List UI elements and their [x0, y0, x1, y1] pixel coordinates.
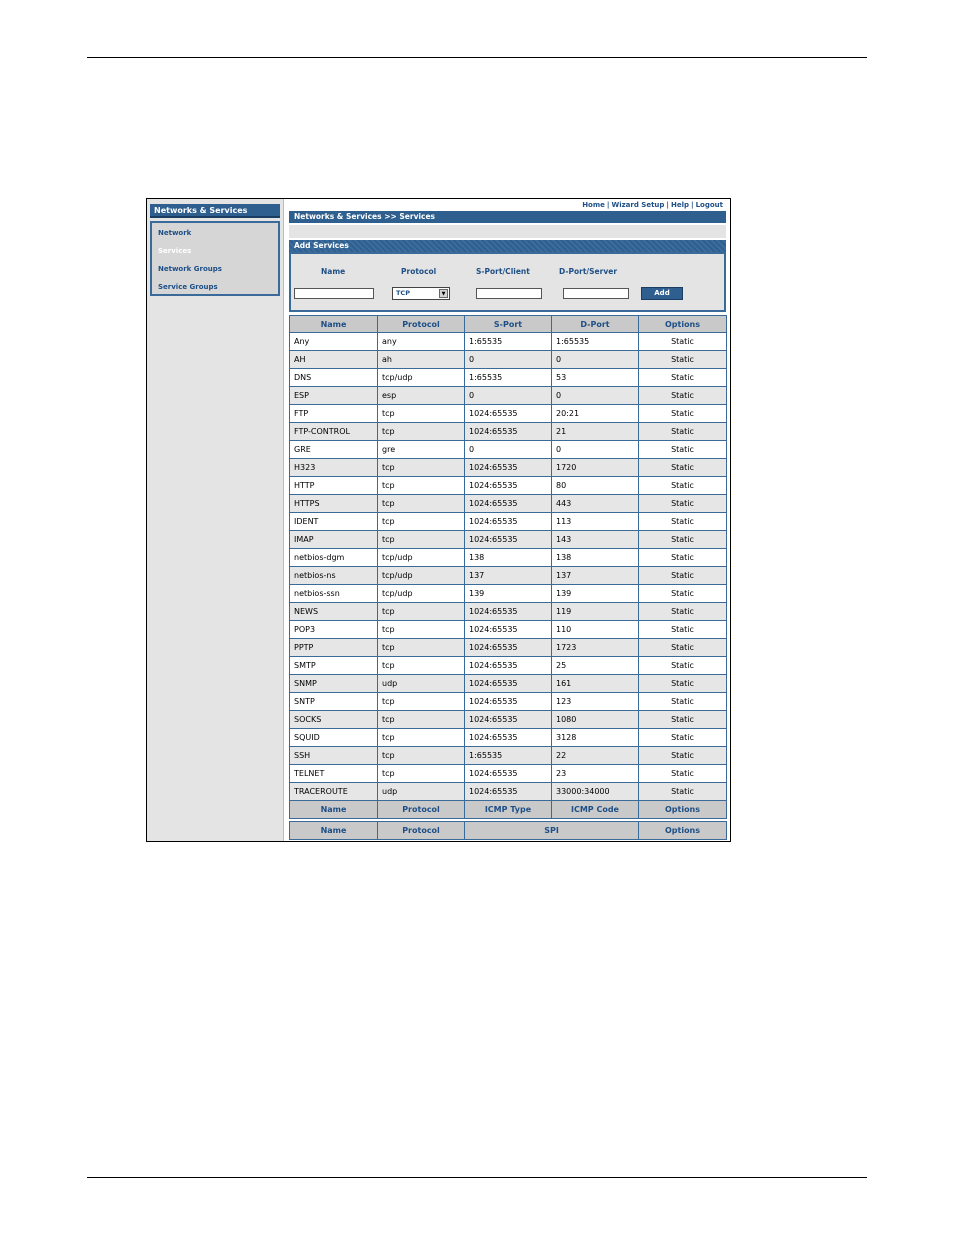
cell-protocol: tcp: [378, 603, 465, 621]
cell-sport: 1024:65535: [465, 783, 552, 801]
cell-sport: 1024:65535: [465, 423, 552, 441]
cell-protocol: tcp: [378, 657, 465, 675]
icmp-col-options: Options: [639, 801, 727, 819]
cell-options: Static: [639, 603, 727, 621]
chevron-down-icon[interactable]: ▼: [439, 289, 448, 298]
dport-server-label: D-Port/Server: [559, 267, 618, 276]
cell-dport: 0: [552, 351, 639, 369]
cell-options: Static: [639, 747, 727, 765]
cell-sport: 1024:65535: [465, 639, 552, 657]
cell-protocol: tcp: [378, 693, 465, 711]
cell-name: netbios-dgm: [290, 549, 378, 567]
cell-options: Static: [639, 369, 727, 387]
col-header-dport: D-Port: [552, 316, 639, 333]
cell-dport: 33000:34000: [552, 783, 639, 801]
table-row: [290, 423, 727, 441]
cell-name: GRE: [290, 441, 378, 459]
sidebar: [147, 199, 284, 841]
protocol-select[interactable]: [392, 287, 450, 300]
dport-server-input[interactable]: [563, 288, 629, 299]
protocol-select-value: TCP: [396, 289, 410, 297]
cell-protocol: tcp: [378, 729, 465, 747]
table-row: [290, 441, 727, 459]
cell-name: SQUID: [290, 729, 378, 747]
sidebar-menu: [150, 221, 280, 296]
cell-sport: 1:65535: [465, 369, 552, 387]
cell-name: SMTP: [290, 657, 378, 675]
cell-protocol: esp: [378, 387, 465, 405]
cell-name: FTP: [290, 405, 378, 423]
sidebar-item-service-groups[interactable]: Service Groups: [158, 283, 218, 291]
add-services-title: Add Services: [289, 240, 726, 252]
table-row: [290, 765, 727, 783]
table-row: [290, 675, 727, 693]
cell-sport: 0: [465, 387, 552, 405]
table-row: [290, 693, 727, 711]
page-top-rule: [87, 57, 867, 58]
cell-options: Static: [639, 675, 727, 693]
sidebar-item-network-groups[interactable]: Network Groups: [158, 265, 222, 273]
cell-protocol: tcp: [378, 747, 465, 765]
cell-options: Static: [639, 693, 727, 711]
cell-dport: 1:65535: [552, 333, 639, 351]
cell-protocol: tcp: [378, 495, 465, 513]
table-row: [290, 711, 727, 729]
table-row: [290, 639, 727, 657]
cell-dport: 143: [552, 531, 639, 549]
cell-name: netbios-ns: [290, 567, 378, 585]
top-links: Home | Wizard Setup | Help | Logout: [582, 201, 723, 209]
col-header-name: Name: [290, 316, 378, 333]
main-content: [288, 199, 728, 841]
cell-sport: 1024:65535: [465, 495, 552, 513]
table-row: [290, 549, 727, 567]
cell-protocol: tcp: [378, 405, 465, 423]
cell-name: POP3: [290, 621, 378, 639]
spi-col-options: Options: [639, 822, 727, 840]
cell-dport: 137: [552, 567, 639, 585]
cell-name: SNTP: [290, 693, 378, 711]
cell-dport: 1720: [552, 459, 639, 477]
cell-sport: 1024:65535: [465, 603, 552, 621]
cell-sport: 1024:65535: [465, 405, 552, 423]
help-link[interactable]: Help: [670, 201, 690, 209]
cell-options: Static: [639, 531, 727, 549]
spi-col-name: Name: [290, 822, 378, 840]
spi-col-protocol: Protocol: [378, 822, 465, 840]
cell-sport: 1024:65535: [465, 711, 552, 729]
cell-protocol: udp: [378, 675, 465, 693]
col-header-protocol: Protocol: [378, 316, 465, 333]
cell-name: SNMP: [290, 675, 378, 693]
icmp-col-protocol: Protocol: [378, 801, 465, 819]
cell-dport: 119: [552, 603, 639, 621]
cell-name: HTTP: [290, 477, 378, 495]
table-row: [290, 729, 727, 747]
cell-options: Static: [639, 441, 727, 459]
cell-protocol: tcp/udp: [378, 549, 465, 567]
cell-options: Static: [639, 495, 727, 513]
cell-name: SOCKS: [290, 711, 378, 729]
cell-dport: 22: [552, 747, 639, 765]
cell-options: Static: [639, 765, 727, 783]
cell-sport: 1:65535: [465, 333, 552, 351]
table-header-row: [290, 316, 727, 333]
cell-sport: 138: [465, 549, 552, 567]
icmp-col-code: ICMP Code: [552, 801, 639, 819]
cell-protocol: tcp: [378, 639, 465, 657]
col-header-sport: S-Port: [465, 316, 552, 333]
cell-sport: 1024:65535: [465, 693, 552, 711]
cell-options: Static: [639, 459, 727, 477]
cell-dport: 1080: [552, 711, 639, 729]
cell-sport: 139: [465, 585, 552, 603]
cell-options: Static: [639, 351, 727, 369]
cell-options: Static: [639, 729, 727, 747]
cell-protocol: tcp/udp: [378, 585, 465, 603]
spi-header-row: [290, 822, 727, 840]
cell-options: Static: [639, 657, 727, 675]
cell-options: Static: [639, 621, 727, 639]
cell-protocol: tcp: [378, 711, 465, 729]
cell-sport: 1024:65535: [465, 513, 552, 531]
table-row: [290, 459, 727, 477]
cell-protocol: tcp/udp: [378, 369, 465, 387]
cell-dport: 20:21: [552, 405, 639, 423]
cell-protocol: any: [378, 333, 465, 351]
cell-sport: 0: [465, 441, 552, 459]
cell-options: Static: [639, 783, 727, 801]
protocol-label: Protocol: [401, 267, 437, 276]
icmp-col-type: ICMP Type: [465, 801, 552, 819]
cell-protocol: tcp/udp: [378, 567, 465, 585]
table-row: [290, 747, 727, 765]
table-row: [290, 513, 727, 531]
cell-options: Static: [639, 711, 727, 729]
cell-options: Static: [639, 423, 727, 441]
cell-dport: 443: [552, 495, 639, 513]
cell-sport: 1024:65535: [465, 729, 552, 747]
name-label: Name: [321, 267, 346, 276]
cell-sport: 1024:65535: [465, 477, 552, 495]
cell-protocol: tcp: [378, 477, 465, 495]
breadcrumb-spacer: [289, 225, 726, 238]
icmp-header-row: [290, 801, 727, 819]
table-row: [290, 405, 727, 423]
cell-protocol: tcp: [378, 513, 465, 531]
cell-dport: 0: [552, 441, 639, 459]
cell-protocol: gre: [378, 441, 465, 459]
cell-sport: 1024:65535: [465, 765, 552, 783]
cell-dport: 113: [552, 513, 639, 531]
cell-dport: 138: [552, 549, 639, 567]
sidebar-title: Networks & Services: [150, 204, 280, 218]
cell-dport: 53: [552, 369, 639, 387]
cell-dport: 139: [552, 585, 639, 603]
cell-name: H323: [290, 459, 378, 477]
spi-col-spi: SPI: [465, 822, 639, 840]
cell-protocol: tcp: [378, 423, 465, 441]
cell-dport: 0: [552, 387, 639, 405]
cell-dport: 80: [552, 477, 639, 495]
table-row: [290, 369, 727, 387]
cell-name: NEWS: [290, 603, 378, 621]
add-button[interactable]: Add: [641, 287, 683, 300]
cell-protocol: udp: [378, 783, 465, 801]
cell-dport: 123: [552, 693, 639, 711]
table-row: [290, 585, 727, 603]
cell-sport: 1024:65535: [465, 621, 552, 639]
cell-sport: 1024:65535: [465, 531, 552, 549]
col-header-options: Options: [639, 316, 727, 333]
logout-link[interactable]: Logout: [695, 201, 723, 209]
cell-options: Static: [639, 585, 727, 603]
home-link[interactable]: Home: [582, 201, 605, 209]
table-row: [290, 495, 727, 513]
services-table-wrap: [289, 315, 726, 840]
table-row: [290, 567, 727, 585]
add-services-form: [289, 252, 726, 312]
cell-options: Static: [639, 639, 727, 657]
cell-name: FTP-CONTROL: [290, 423, 378, 441]
table-row: [290, 603, 727, 621]
name-input[interactable]: [294, 288, 374, 299]
icmp-col-name: Name: [290, 801, 378, 819]
cell-sport: 1024:65535: [465, 459, 552, 477]
table-row: [290, 621, 727, 639]
cell-sport: 0: [465, 351, 552, 369]
services-table-body: [290, 333, 727, 801]
sport-client-input[interactable]: [476, 288, 542, 299]
cell-protocol: ah: [378, 351, 465, 369]
wizard-setup-link[interactable]: Wizard Setup: [611, 201, 665, 209]
cell-options: Static: [639, 513, 727, 531]
sidebar-item-services[interactable]: Services: [158, 247, 192, 255]
cell-name: DNS: [290, 369, 378, 387]
cell-name: PPTP: [290, 639, 378, 657]
cell-name: ESP: [290, 387, 378, 405]
cell-options: Static: [639, 549, 727, 567]
table-row: [290, 657, 727, 675]
screenshot-frame: [146, 198, 731, 842]
cell-dport: 25: [552, 657, 639, 675]
cell-options: Static: [639, 567, 727, 585]
cell-protocol: tcp: [378, 765, 465, 783]
cell-protocol: tcp: [378, 531, 465, 549]
cell-name: netbios-ssn: [290, 585, 378, 603]
cell-options: Static: [639, 387, 727, 405]
cell-name: TELNET: [290, 765, 378, 783]
cell-name: IMAP: [290, 531, 378, 549]
cell-name: IDENT: [290, 513, 378, 531]
sidebar-item-network[interactable]: Network: [158, 229, 192, 237]
cell-dport: 23: [552, 765, 639, 783]
cell-dport: 3128: [552, 729, 639, 747]
table-row: [290, 351, 727, 369]
services-table: [289, 315, 727, 840]
table-row: [290, 387, 727, 405]
cell-name: SSH: [290, 747, 378, 765]
cell-options: Static: [639, 405, 727, 423]
sport-client-label: S-Port/Client: [476, 267, 530, 276]
cell-protocol: tcp: [378, 621, 465, 639]
cell-options: Static: [639, 477, 727, 495]
table-row: [290, 783, 727, 801]
cell-sport: 137: [465, 567, 552, 585]
cell-options: Static: [639, 333, 727, 351]
page-bottom-rule: [87, 1177, 867, 1178]
table-row: [290, 477, 727, 495]
cell-sport: 1024:65535: [465, 657, 552, 675]
cell-dport: 1723: [552, 639, 639, 657]
cell-dport: 110: [552, 621, 639, 639]
table-row: [290, 531, 727, 549]
cell-name: TRACEROUTE: [290, 783, 378, 801]
cell-protocol: tcp: [378, 459, 465, 477]
cell-dport: 161: [552, 675, 639, 693]
cell-name: HTTPS: [290, 495, 378, 513]
table-row: [290, 333, 727, 351]
cell-sport: 1024:65535: [465, 675, 552, 693]
cell-name: AH: [290, 351, 378, 369]
cell-sport: 1:65535: [465, 747, 552, 765]
cell-name: Any: [290, 333, 378, 351]
cell-dport: 21: [552, 423, 639, 441]
breadcrumb: Networks & Services >> Services: [289, 211, 726, 223]
